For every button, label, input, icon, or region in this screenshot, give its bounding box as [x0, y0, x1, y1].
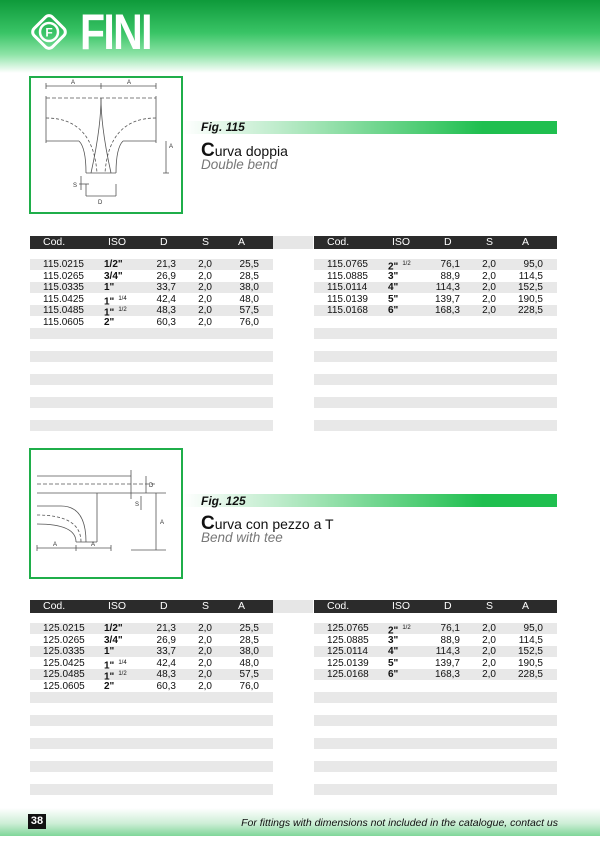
header-a: A: [238, 600, 246, 612]
row-stripe: [30, 692, 273, 703]
cell-iso: [104, 681, 114, 692]
svg-text:A: A: [169, 144, 174, 150]
header-iso: ISO: [108, 600, 127, 612]
cell-iso: [104, 271, 123, 282]
cell-a: 228,5: [517, 669, 543, 681]
cell-d: 33,7: [156, 282, 176, 294]
cell-a: 190,5: [517, 657, 543, 669]
cell-s: 2,0: [482, 657, 496, 669]
cell-iso-value: 4": [388, 282, 399, 294]
cell-s: 2,0: [198, 293, 212, 305]
fini-logo-icon: [28, 11, 70, 53]
row-stripe: [314, 761, 557, 772]
cell-a: 190,5: [517, 293, 543, 305]
table-header: [314, 236, 557, 249]
header-cod: Cod.: [43, 236, 66, 248]
header-s: S: [486, 236, 494, 248]
page-header: [0, 0, 600, 73]
table-row: [314, 271, 557, 282]
table-row: [314, 259, 557, 273]
cell-iso-value: 3/4": [104, 634, 123, 646]
cell-d: 42,4: [156, 293, 176, 305]
cell-iso-fraction: 1/2: [118, 671, 127, 678]
table-row: [30, 259, 273, 270]
cell-s: 2,0: [482, 282, 496, 294]
cell-d: 168,3: [434, 669, 460, 681]
cell-cod: 125.0425: [43, 657, 85, 669]
row-stripe: [30, 761, 273, 772]
cell-cod: 125.0265: [43, 634, 85, 646]
cell-iso: [388, 635, 398, 646]
table-row: [314, 294, 557, 305]
row-stripe: [30, 374, 273, 385]
cell-a: 76,0: [239, 681, 259, 692]
row-stripe: [30, 397, 273, 408]
header-iso: ISO: [392, 236, 411, 248]
cell-iso: [104, 646, 114, 657]
cell-cod: 125.0605: [43, 681, 85, 692]
cell-cod: 125.0114: [327, 646, 368, 658]
svg-text:A: A: [71, 80, 76, 86]
cell-a: 95,0: [523, 623, 543, 634]
cell-a: 114,5: [518, 270, 543, 282]
brand-name: FINI: [80, 4, 151, 60]
row-stripe: [314, 784, 557, 795]
cell-iso-value: 6": [388, 305, 399, 317]
cell-cod: 115.0139: [327, 293, 368, 305]
cell-d: 139,7: [434, 657, 460, 669]
table-row: [30, 271, 273, 282]
table-row: [314, 305, 557, 316]
row-stripe: [30, 328, 273, 339]
table-header: [30, 600, 273, 613]
cell-d: 42,4: [156, 657, 176, 669]
cell-s: 2,0: [198, 282, 212, 294]
cell-d: 114,3: [435, 282, 460, 294]
cell-iso: [104, 623, 123, 634]
cell-iso: [388, 282, 398, 293]
cell-s: 2,0: [198, 270, 212, 282]
table-row: [30, 305, 273, 319]
cell-d: 26,9: [156, 270, 176, 282]
cell-iso-value: 3": [388, 270, 399, 282]
cell-a: 76,0: [239, 317, 259, 328]
cell-d: 60,3: [156, 681, 176, 692]
cell-s: 2,0: [198, 317, 212, 328]
cell-cod: 115.0605: [43, 317, 84, 328]
cell-a: 152,5: [517, 646, 543, 658]
table-row: [30, 646, 273, 657]
cell-cod: 115.0425: [43, 293, 84, 305]
cell-s: 2,0: [198, 634, 212, 646]
cell-iso-value: 1": [104, 660, 115, 672]
cell-s: 2,0: [198, 669, 212, 681]
cell-a: 48,0: [239, 657, 259, 669]
cell-iso-value: 2": [104, 317, 115, 328]
row-stripe: [314, 715, 557, 726]
cell-a: 38,0: [239, 282, 259, 294]
cell-iso-value: 1/2": [104, 623, 123, 634]
cell-cod: 125.0885: [327, 634, 369, 646]
cell-cod: 115.0114: [327, 282, 368, 294]
cell-iso: [104, 259, 123, 270]
footer-note: For fittings with dimensions not included in the catalogue, contact us: [241, 817, 558, 829]
header-cod: Cod.: [327, 600, 350, 612]
cell-cod: 115.0215: [43, 259, 84, 270]
cell-iso-value: 1": [104, 282, 115, 294]
table-header: [30, 236, 273, 249]
table-row: [30, 282, 273, 293]
table-row: [314, 658, 557, 669]
table-divider: [273, 236, 313, 249]
table-row: [30, 623, 273, 634]
cell-d: 26,9: [156, 634, 176, 646]
cell-d: 139,7: [434, 293, 460, 305]
cell-s: 2,0: [482, 646, 496, 658]
cell-iso: [104, 282, 114, 293]
cell-d: 21,3: [156, 623, 176, 634]
cell-iso-fraction: 1/2: [402, 261, 411, 267]
cell-d: 76,1: [440, 259, 460, 270]
cell-iso-value: 2": [388, 261, 399, 273]
table-row: [30, 293, 273, 308]
page-number: 38: [28, 814, 46, 829]
cell-s: 2,0: [482, 270, 496, 282]
header-d: D: [160, 600, 168, 612]
table-row: [30, 635, 273, 646]
cell-s: 2,0: [482, 293, 496, 305]
cell-a: 228,5: [517, 305, 543, 317]
cell-cod: 115.0265: [43, 270, 84, 282]
figure-115-box: [29, 76, 183, 214]
header-iso: ISO: [392, 600, 411, 612]
table-row: [314, 669, 557, 680]
cell-a: 25,5: [239, 259, 259, 270]
svg-text:A: A: [127, 80, 132, 86]
cell-cod: 115.0885: [327, 270, 368, 282]
cell-d: 48,3: [156, 305, 176, 317]
cell-iso: [388, 294, 398, 305]
cell-cod: 125.0335: [43, 646, 85, 658]
cell-iso: [388, 658, 398, 669]
table-divider: [273, 600, 313, 613]
table-row: [314, 623, 557, 637]
cell-iso: [104, 635, 123, 646]
cell-iso-value: 3": [388, 634, 399, 646]
double-bend-diagram: [31, 78, 181, 212]
table-row: [30, 317, 273, 328]
header-cod: Cod.: [43, 600, 66, 612]
bend-with-tee-diagram: [31, 450, 181, 577]
cell-s: 2,0: [198, 646, 212, 658]
cell-iso: [388, 646, 398, 657]
cell-s: 2,0: [198, 657, 212, 669]
row-stripe: [30, 784, 273, 795]
table-row: [30, 669, 273, 683]
figure-115-label: Fig. 115: [201, 120, 245, 134]
figure-125-box: [29, 448, 183, 579]
cell-iso-value: 1": [104, 646, 115, 658]
cell-a: 48,0: [239, 293, 259, 305]
row-stripe: [30, 715, 273, 726]
row-stripe: [314, 351, 557, 362]
svg-text:A: A: [53, 542, 58, 548]
row-stripe: [314, 738, 557, 749]
header-iso: ISO: [108, 236, 127, 248]
cell-iso-value: 6": [388, 669, 399, 681]
cell-d: 33,7: [156, 646, 176, 658]
svg-text:S: S: [135, 502, 140, 508]
cell-cod: 115.0335: [43, 282, 84, 294]
cell-iso-value: 5": [388, 293, 399, 305]
header-s: S: [202, 600, 210, 612]
header-cod: Cod.: [327, 236, 350, 248]
header-a: A: [238, 236, 246, 248]
cell-iso-value: 4": [388, 646, 399, 658]
cell-a: 57,5: [239, 669, 259, 681]
cell-s: 2,0: [198, 259, 212, 270]
table-row: [30, 657, 273, 672]
row-stripe: [314, 420, 557, 431]
row-stripe: [314, 374, 557, 385]
row-stripe: [314, 692, 557, 703]
cell-a: 57,5: [239, 305, 259, 317]
cell-s: 2,0: [482, 259, 496, 270]
cell-s: 2,0: [482, 623, 496, 634]
cell-iso-fraction: 1/4: [118, 659, 127, 666]
header-s: S: [202, 236, 210, 248]
cell-cod: 125.0215: [43, 623, 85, 634]
cell-d: 114,3: [435, 646, 460, 658]
cell-cod: 125.0765: [327, 623, 369, 634]
cell-iso: [388, 271, 398, 282]
figure-125-label: Fig. 125: [201, 494, 246, 508]
cell-iso-value: 3/4": [104, 270, 123, 282]
row-stripe: [30, 351, 273, 362]
cell-iso-fraction: 1/2: [118, 307, 127, 314]
svg-text:A: A: [91, 542, 96, 548]
row-stripe: [314, 328, 557, 339]
cell-a: 28,5: [239, 634, 259, 646]
cell-d: 168,3: [434, 305, 460, 317]
header-s: S: [486, 600, 494, 612]
cell-iso-fraction: 1/4: [118, 295, 127, 302]
svg-text:D: D: [98, 200, 103, 206]
table-row: [314, 646, 557, 657]
cell-iso-value: 1": [104, 307, 115, 319]
section-125-subtitle: Bend with tee: [201, 530, 283, 545]
cell-iso-value: 1": [104, 296, 115, 308]
section-115-title: Curva doppia: [201, 140, 288, 161]
cell-iso-value: 2": [388, 625, 399, 637]
table-row: [314, 282, 557, 293]
cell-d: 60,3: [156, 317, 176, 328]
cell-s: 2,0: [482, 305, 496, 317]
cell-s: 2,0: [198, 681, 212, 692]
svg-text:A: A: [160, 520, 165, 526]
cell-cod: 115.0485: [43, 305, 84, 317]
cell-d: 21,3: [156, 259, 176, 270]
cell-d: 76,1: [440, 623, 460, 634]
cell-iso-value: 2": [104, 681, 115, 692]
cell-a: 114,5: [518, 634, 543, 646]
cell-s: 2,0: [198, 305, 212, 317]
cell-cod: 125.0139: [327, 657, 369, 669]
cell-a: 28,5: [239, 270, 259, 282]
row-stripe: [30, 738, 273, 749]
row-stripe: [30, 420, 273, 431]
header-a: A: [522, 236, 530, 248]
cell-iso-value: 1": [104, 671, 115, 683]
cell-cod: 115.0765: [327, 259, 368, 270]
cell-iso-value: 5": [388, 657, 399, 669]
cell-iso: [388, 669, 398, 680]
section-115-subtitle: Double bend: [201, 157, 278, 172]
cell-d: 48,3: [156, 669, 176, 681]
cell-s: 2,0: [482, 634, 496, 646]
cell-iso: [388, 305, 398, 316]
header-d: D: [444, 236, 452, 248]
cell-cod: 115.0168: [327, 305, 368, 317]
cell-iso-value: 1/2": [104, 259, 123, 270]
table-header: [314, 600, 557, 613]
row-stripe: [314, 397, 557, 408]
header-d: D: [160, 236, 168, 248]
cell-d: 88,9: [440, 634, 460, 646]
header-d: D: [444, 600, 452, 612]
table-row: [314, 635, 557, 646]
header-a: A: [522, 600, 530, 612]
cell-cod: 125.0485: [43, 669, 85, 681]
svg-text:S: S: [73, 183, 78, 189]
cell-s: 2,0: [482, 669, 496, 681]
cell-cod: 125.0168: [327, 669, 369, 681]
svg-text:F: F: [45, 25, 53, 40]
cell-d: 88,9: [440, 270, 460, 282]
cell-a: 95,0: [523, 259, 543, 270]
table-row: [30, 681, 273, 692]
cell-a: 38,0: [239, 646, 259, 658]
cell-iso-fraction: 1/2: [402, 625, 411, 631]
svg-text:D: D: [149, 483, 154, 489]
cell-a: 25,5: [239, 623, 259, 634]
cell-iso: [104, 317, 114, 328]
cell-a: 152,5: [517, 282, 543, 294]
cell-s: 2,0: [198, 623, 212, 634]
section-125-title: Curva con pezzo a T: [201, 513, 334, 534]
